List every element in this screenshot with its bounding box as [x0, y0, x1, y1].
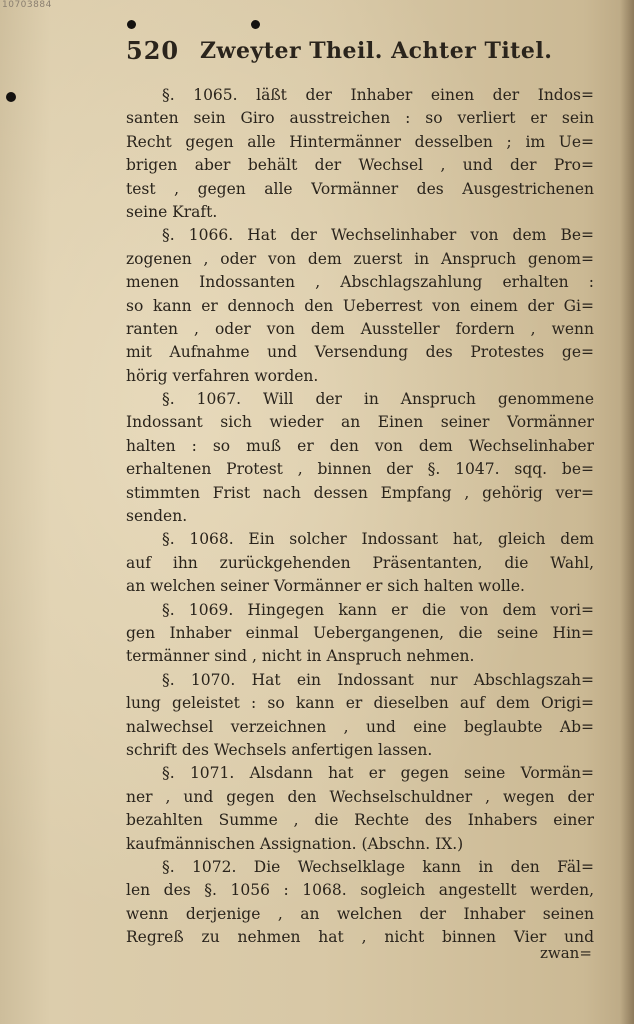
text-line: termänner sind , nicht in Anspruch nehmen.	[126, 647, 475, 666]
text-line: ranten , oder von dem Aussteller fordern , wenn	[126, 319, 594, 338]
text-line: §. 1066. Hat der Wechselinhaber von dem Be=	[162, 226, 594, 245]
text-line: erhaltenen Protest , binnen der §. 1047. sqq. be=	[126, 460, 594, 479]
text-line: stimmten Frist nach dessen Empfang , gehörig ver=	[126, 483, 594, 502]
catchword: zwan=	[540, 944, 592, 962]
text-line: gen Inhaber einmal Uebergangenen, die seine Hin=	[126, 623, 594, 642]
ink-dot-margin	[6, 92, 16, 102]
text-line: an welchen seiner Vormänner er sich halten wolle.	[126, 577, 525, 596]
text-line: brigen aber behält der Wechsel , und der Pro=	[126, 156, 594, 175]
text-line: so kann er dennoch den Ueberrest von einem der Gi=	[126, 296, 594, 315]
text-line: test , gegen alle Vormänner des Ausgestrichenen	[126, 179, 594, 198]
text-line: menen Indossanten , Abschlagszahlung erhalten :	[126, 273, 594, 292]
text-line: hörig verfahren worden.	[126, 366, 319, 385]
text-line: len des §. 1056 : 1068. sogleich angestellt werden,	[126, 881, 594, 900]
body-text	[126, 84, 594, 949]
page-header	[126, 36, 606, 68]
text-line: §. 1068. Ein solcher Indossant hat, gleich dem	[162, 530, 594, 549]
text-line: auf ihn zurückgehenden Präsentanten, die Wahl,	[126, 553, 594, 572]
text-line: Indossant sich wieder an Einen seiner Vormänner	[126, 413, 594, 432]
page-number: 520	[126, 36, 180, 65]
text-line: §. 1065. läßt der Inhaber einen der Indos=	[162, 86, 594, 104]
text-line: mit Aufnahme und Versendung des Protestes ge=	[126, 343, 594, 362]
text-line: senden.	[126, 507, 188, 526]
text-line: seine Kraft.	[126, 202, 218, 221]
text-line: bezahlten Summe , die Rechte des Inhabers einer	[126, 811, 594, 830]
running-head: Zweyter Theil. Achter Titel.	[200, 38, 553, 64]
spine-shadow	[620, 0, 634, 1024]
text-line: §. 1069. Hingegen kann er die von dem vori=	[162, 600, 594, 619]
text-line: lung geleistet : so kann er dieselben auf dem Origi=	[126, 694, 594, 713]
text-line: schrift des Wechsels anfertigen lassen.	[126, 740, 433, 759]
text-line: santen sein Giro ausstreichen : so verliert er sein	[126, 109, 594, 128]
text-line: §. 1067. Will der in Anspruch genommene	[162, 390, 594, 409]
text-line: halten : so muß er den von dem Wechselinhaber	[126, 436, 594, 455]
scan-id-label: 10703884	[2, 0, 52, 10]
text-line: nalwechsel verzeichnen , und eine beglaubte Ab=	[126, 717, 594, 736]
text-line: §. 1071. Alsdann hat er gegen seine Vormän=	[162, 764, 594, 783]
text-line: ner , und gegen den Wechselschuldner , wegen der	[126, 787, 594, 806]
text-line: Regreß zu nehmen hat , nicht binnen Vier und	[126, 928, 594, 947]
ink-dot-top-left	[127, 20, 136, 29]
ink-dot-top-right	[251, 20, 260, 29]
text-line: kaufmännischen Assignation. (Abschn. IX.)	[126, 834, 464, 853]
text-line: Recht gegen alle Hintermänner desselben ; im Ue=	[126, 132, 594, 151]
text-line: §. 1070. Hat ein Indossant nur Abschlagszah=	[162, 670, 594, 689]
text-line: §. 1072. Die Wechselklage kann in den Fäl=	[162, 857, 594, 876]
text-line: zogenen , oder von dem zuerst in Anspruch genom=	[126, 249, 594, 268]
text-line: wenn derjenige , an welchen der Inhaber seinen	[126, 904, 594, 923]
